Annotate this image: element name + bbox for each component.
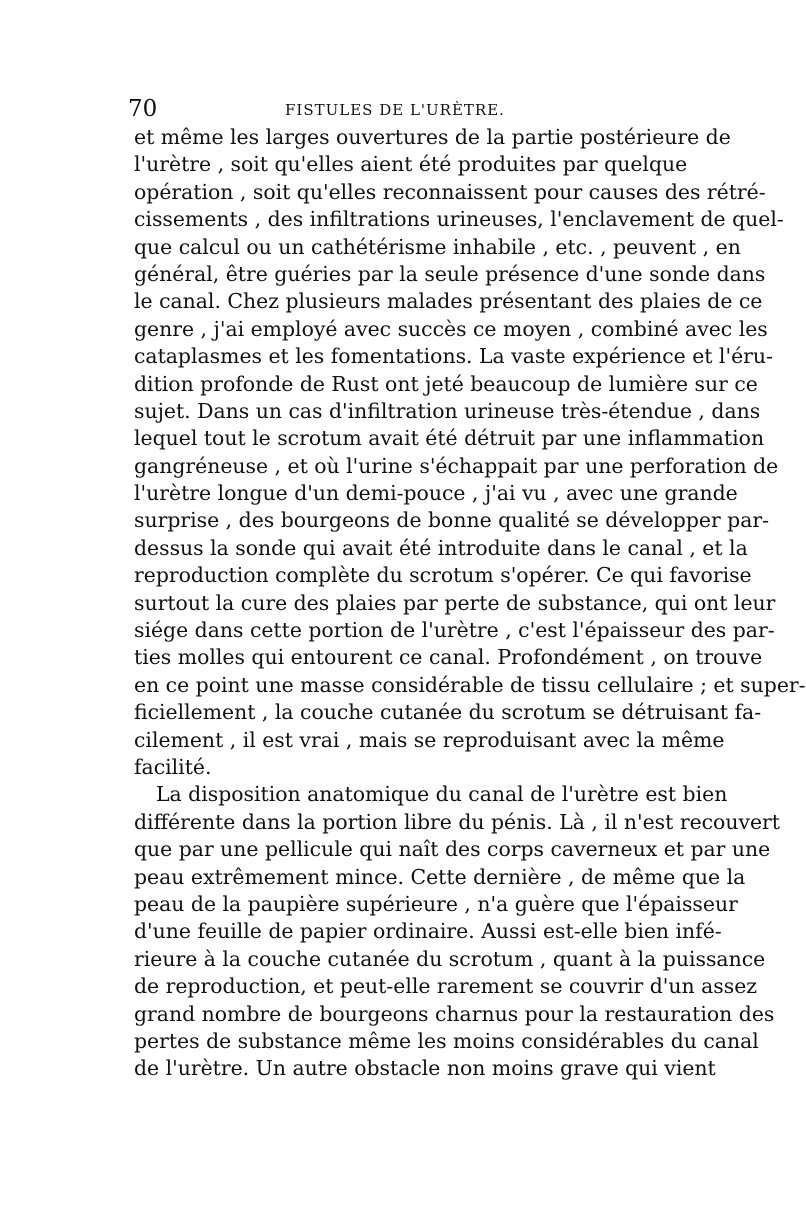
- text-line: peau de la paupière supérieure , n'a guère que l'épaisseur: [134, 891, 738, 916]
- text-line: de l'urètre. Un autre obstacle non moins grave qui vient: [134, 1056, 716, 1081]
- text-line: l'urètre , soit qu'elles aient été produites par quelque: [134, 152, 688, 177]
- text-line: surprise , des bourgeons de bonne qualité se développer par-: [134, 508, 770, 533]
- text-line: d'une feuille de papier ordinaire. Aussi est-elle bien infé-: [134, 919, 722, 944]
- text-line: grand nombre de bourgeons charnus pour la restauration des: [134, 1001, 775, 1026]
- body-text: [134, 124, 806, 1083]
- text-line: ties molles qui entourent ce canal. Profondément , on trouve: [134, 645, 763, 670]
- text-line: que par une pellicule qui naît des corps caverneux et par une: [134, 837, 771, 862]
- text-line: dessus la sonde qui avait été introduite dans le canal , et la: [134, 535, 748, 560]
- text-line: surtout la cure des plaies par perte de substance, qui ont leur: [134, 590, 776, 615]
- text-line-paragraph-end: facilité.: [134, 754, 212, 779]
- text-line: que calcul ou un cathétérisme inhabile , etc. , peuvent , en: [134, 234, 741, 259]
- text-line-paragraph-start: La disposition anatomique du canal de l'urètre est bien: [156, 782, 728, 807]
- text-line: de reproduction, et peut-elle rarement se couvrir d'un assez: [134, 974, 758, 999]
- text-line: reproduction complète du scrotum s'opérer. Ce qui favorise: [134, 563, 752, 588]
- text-line: genre , j'ai employé avec succès ce moyen , combiné avec les: [134, 316, 768, 341]
- text-line: l'urètre longue d'un demi-pouce , j'ai vu , avec une grande: [134, 481, 738, 506]
- text-line: opération , soit qu'elles reconnaissent pour causes des rétré-: [134, 179, 766, 204]
- text-line: différente dans la portion libre du pénis. Là , il n'est recouvert: [134, 809, 780, 834]
- text-line: et même les larges ouvertures de la partie postérieure de: [134, 125, 731, 149]
- text-line: le canal. Chez plusieurs malades présentant des plaies de ce: [134, 289, 763, 314]
- text-line: en ce point une masse considérable de tissu cellulaire ; et super-: [134, 672, 806, 697]
- page-number: 70: [128, 96, 158, 122]
- text-line: peau extrêmement mince. Cette dernière , de même que la: [134, 864, 746, 889]
- text-line: ficiellement , la couche cutanée du scrotum se détruisant fa-: [134, 700, 762, 725]
- page-header: [128, 96, 668, 124]
- text-line: siége dans cette portion de l'urètre , c'est l'épaisseur des par-: [134, 618, 775, 643]
- text-line: sujet. Dans un cas d'infiltration urineuse très-étendue , dans: [134, 398, 761, 423]
- text-line: général, être guéries par la seule présence d'une sonde dans: [134, 261, 766, 286]
- text-line: dition profonde de Rust ont jeté beaucoup de lumière sur ce: [134, 371, 758, 396]
- text-line: gangréneuse , et où l'urine s'échappait par une perforation de: [134, 453, 779, 478]
- text-line: cataplasmes et les fomentations. La vaste expérience et l'éru-: [134, 344, 773, 369]
- text-line: cilement , il est vrai , mais se reproduisant avec la même: [134, 727, 725, 752]
- text-line: rieure à la couche cutanée du scrotum , quant à la puissance: [134, 946, 766, 971]
- text-line: lequel tout le scrotum avait été détruit par une inflammation: [134, 426, 765, 451]
- running-title: FISTULES DE L'URÈTRE.: [285, 101, 505, 119]
- text-line: cissements , des infiltrations urineuses, l'enclavement de quel-: [134, 207, 784, 232]
- text-line: pertes de substance même les moins considérables du canal: [134, 1028, 759, 1053]
